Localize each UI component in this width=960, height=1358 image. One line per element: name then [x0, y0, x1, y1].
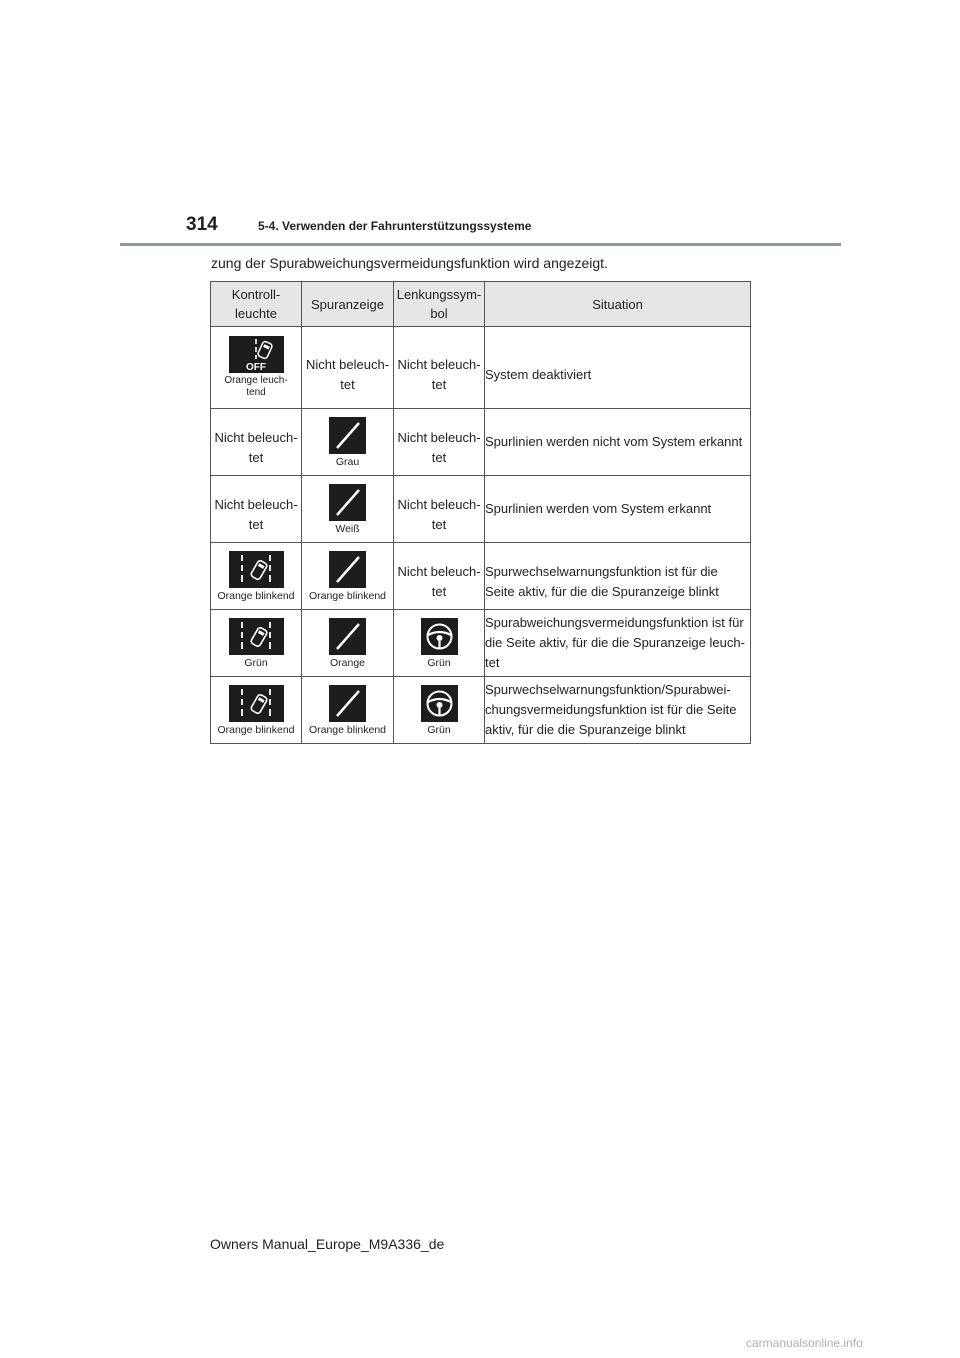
cell-text: Nicht beleuch- — [397, 356, 481, 372]
cell-lenkungssymbol — [394, 677, 485, 744]
table-row — [211, 543, 751, 610]
icon-caption: Orange — [329, 656, 366, 669]
steering-wheel-icon — [421, 685, 458, 722]
cell-text: tet — [431, 376, 447, 392]
svg-text:OFF: OFF — [245, 362, 266, 373]
cell-spuranzeige — [302, 610, 394, 677]
lane-departure-icon — [229, 551, 284, 588]
cell-spuranzeige — [302, 327, 394, 409]
icon-caption: Grün — [244, 656, 268, 669]
icon-caption: Orange blinkend — [217, 589, 295, 602]
cell-spuranzeige — [302, 476, 394, 543]
intro-text: zung der Spurabweichungsvermeidungsfunktion wird angezeigt. — [211, 255, 608, 271]
cell-text: Nicht beleuch- — [397, 563, 481, 579]
cell-situation — [485, 327, 751, 409]
watermark: carmanualsonline.info — [746, 1336, 863, 1350]
cell-spuranzeige — [302, 543, 394, 610]
cell-text: Nicht beleuch- — [397, 429, 481, 445]
cell-kontrollleuchte — [211, 543, 302, 610]
cell-text: tet — [431, 449, 447, 465]
cell-situation — [485, 543, 751, 610]
cell-text: Nicht beleuch- — [305, 356, 390, 372]
lane-line-icon — [329, 618, 366, 655]
lane-line-icon — [329, 484, 366, 521]
table-header-row — [211, 282, 751, 327]
situation-text: Seite aktiv, für die die Spuranzeige blinkt — [485, 583, 719, 599]
cell-lenkungssymbol — [394, 610, 485, 677]
situation-text: tet — [485, 655, 500, 670]
lane-line-icon — [329, 417, 366, 454]
cell-situation — [485, 677, 751, 744]
cell-situation — [485, 610, 751, 677]
cell-text: tet — [340, 376, 355, 392]
cell-text: Nicht beleuch- — [214, 496, 298, 512]
cell-kontrollleuchte — [211, 327, 302, 409]
cell-kontrollleuchte — [211, 476, 302, 543]
situation-text: Spurlinien werden vom System erkannt — [485, 501, 712, 516]
icon-caption: Grün — [427, 656, 451, 669]
header-text: bol — [430, 306, 448, 321]
chapter-title: 5-4. Verwenden der Fahrunterstützungssysteme — [258, 219, 532, 233]
cell-text: tet — [248, 516, 264, 532]
cell-kontrollleuchte — [211, 409, 302, 476]
table-row — [211, 677, 751, 744]
cell-situation — [485, 476, 751, 543]
header-text: Lenkungssym- — [396, 287, 482, 302]
situation-text: aktiv, für die die Spuranzeige blinkt — [485, 722, 686, 737]
header-text: Spuranzeige — [311, 296, 384, 312]
cell-lenkungssymbol — [394, 476, 485, 543]
icon-caption: Orange blinkend — [308, 723, 387, 736]
table-row — [211, 409, 751, 476]
lane-departure-off-icon — [229, 336, 284, 373]
cell-spuranzeige — [302, 677, 394, 744]
situation-text: System deaktiviert — [485, 366, 592, 382]
cell-lenkungssymbol — [394, 409, 485, 476]
icon-caption: Weiß — [335, 522, 360, 535]
header-lenkungssymbol — [394, 282, 485, 327]
steering-wheel-icon — [421, 618, 458, 655]
cell-kontrollleuchte — [211, 677, 302, 744]
page-number: 314 — [186, 214, 218, 235]
lane-departure-icon — [229, 618, 284, 655]
header-kontrollleuchte — [211, 282, 302, 327]
cell-kontrollleuchte — [211, 610, 302, 677]
cell-text: Nicht beleuch- — [397, 496, 481, 512]
lane-departure-icon — [229, 685, 284, 722]
indicator-table — [210, 281, 751, 744]
situation-text: Spurlinien werden nicht vom System erkannt — [485, 434, 743, 449]
situation-text: die Seite aktiv, für die die Spuranzeige leuch- — [485, 635, 745, 650]
situation-text: Spurabweichungsvermeidungsfunktion ist für — [485, 615, 744, 630]
situation-text: chungsvermeidungsfunktion ist für die Seite — [485, 702, 737, 717]
header-spuranzeige — [302, 282, 394, 327]
icon-caption: Orange blinkend — [217, 723, 295, 736]
icon-caption: Grau — [335, 455, 360, 468]
icon-caption: Grün — [427, 723, 451, 736]
cell-text: tet — [431, 516, 447, 532]
lane-line-icon — [329, 685, 366, 722]
header-text: Situation — [592, 296, 643, 312]
situation-text: Spurwechselwarnungsfunktion ist für die — [485, 563, 718, 579]
header-divider — [120, 243, 841, 246]
lane-line-icon — [329, 551, 366, 588]
cell-text: tet — [431, 583, 447, 599]
cell-text: Nicht beleuch- — [214, 429, 298, 445]
cell-lenkungssymbol — [394, 543, 485, 610]
cell-text: tet — [248, 449, 264, 465]
header-situation — [485, 282, 751, 327]
table-row — [211, 610, 751, 677]
header-text: Kontroll- — [231, 287, 281, 302]
table-row — [211, 327, 751, 409]
icon-caption: tend — [246, 387, 266, 398]
icon-caption: Orange blinkend — [308, 589, 387, 602]
header-text: leuchte — [235, 306, 277, 321]
footer-text: Owners Manual_Europe_M9A336_de — [210, 1236, 445, 1252]
cell-spuranzeige — [302, 409, 394, 476]
icon-caption: Orange leuch- — [224, 375, 288, 386]
cell-situation — [485, 409, 751, 476]
table-row — [211, 476, 751, 543]
situation-text: Spurwechselwarnungsfunktion/Spurabwei- — [485, 682, 731, 697]
cell-lenkungssymbol — [394, 327, 485, 409]
